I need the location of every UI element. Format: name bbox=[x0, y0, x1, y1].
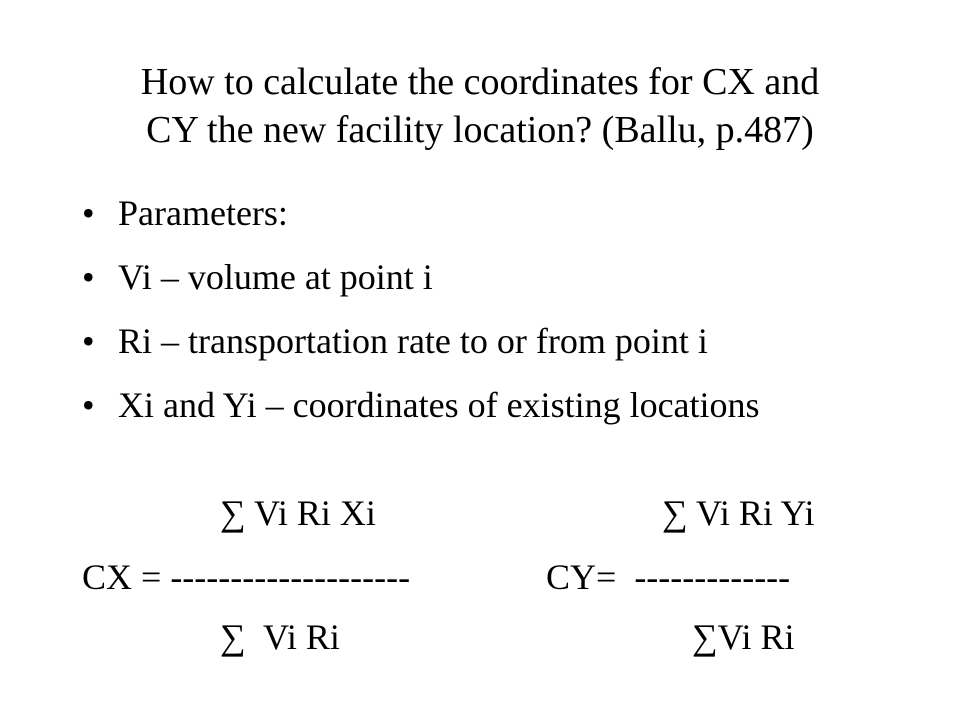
bullet-list bbox=[82, 192, 942, 448]
cx-fraction-line: CX = -------------------- bbox=[82, 557, 411, 597]
bullet-marker: • bbox=[82, 193, 95, 233]
slide-title-line-1: How to calculate the coordinates for CX and bbox=[140, 61, 820, 103]
bullet-item-rate bbox=[82, 320, 942, 362]
bullet-text: Vi – volume at point i bbox=[118, 257, 433, 297]
cy-numerator: ∑ Vi Ri Yi bbox=[662, 493, 815, 533]
cx-numerator: ∑ Vi Ri Xi bbox=[220, 493, 376, 533]
bullet-text: Ri – transportation rate to or from point i bbox=[118, 321, 708, 361]
bullet-marker: • bbox=[82, 257, 95, 297]
bullet-marker: • bbox=[82, 385, 95, 425]
bullet-marker: • bbox=[82, 321, 95, 361]
bullet-text: Parameters: bbox=[118, 193, 288, 233]
bullet-item-coordinates bbox=[82, 384, 778, 426]
cy-fraction-line: CY= ------------- bbox=[546, 557, 791, 597]
cx-denominator: ∑ Vi Ri bbox=[220, 617, 340, 657]
bullet-text: Xi and Yi – coordinates of existing locations bbox=[118, 385, 760, 425]
cy-denominator: ∑Vi Ri bbox=[692, 617, 795, 657]
bullet-item-parameters bbox=[82, 192, 942, 234]
slide-title-line-2: CY the new facility location? (Ballu, p.487) bbox=[146, 109, 814, 151]
slide-title bbox=[40, 58, 920, 154]
bullet-item-volume bbox=[82, 256, 942, 298]
